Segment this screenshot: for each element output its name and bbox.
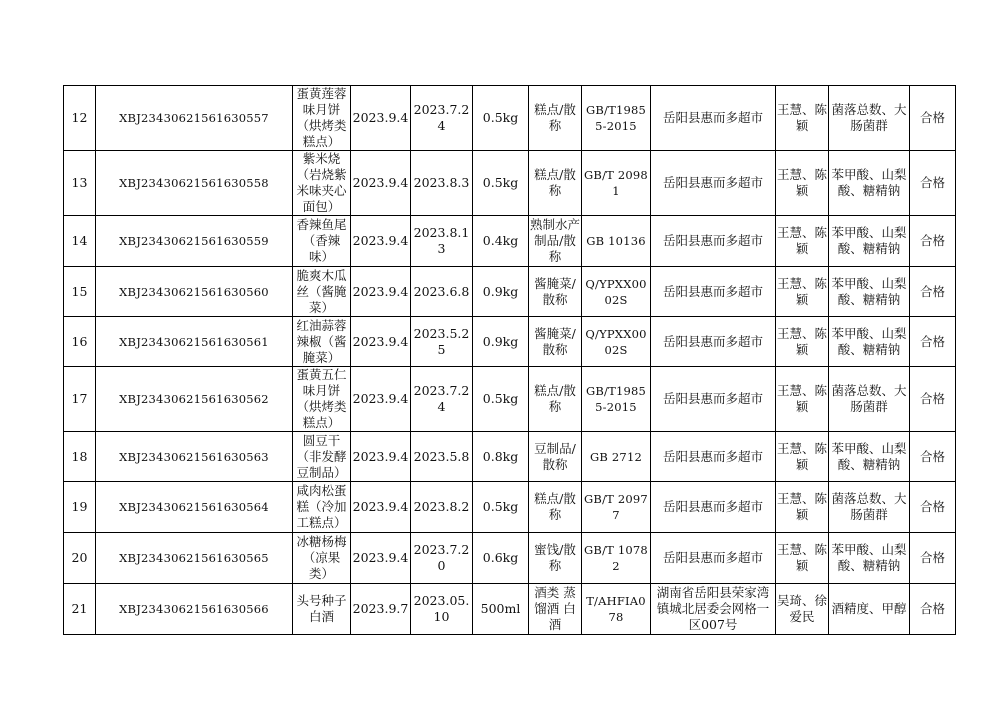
- table-row: [64, 584, 956, 635]
- test-result-cell: 合格: [910, 317, 956, 367]
- standard-code-cell: T/AHFIA078: [582, 584, 651, 635]
- inspectors-cell: 王慧、陈颖: [776, 267, 829, 317]
- table-row: [64, 432, 956, 482]
- sampling-date-cell: 2023.9.4: [351, 367, 411, 432]
- product-name-cell: 咸肉松蛋糕（冷加工糕点）: [293, 482, 351, 533]
- production-date-cell: 2023.5.25: [411, 317, 473, 367]
- test-result-cell: 合格: [910, 86, 956, 151]
- specification-cell: 0.5kg: [473, 367, 529, 432]
- inspectors-cell: 王慧、陈颖: [776, 216, 829, 267]
- production-date-cell: 2023.6.8: [411, 267, 473, 317]
- product-name-cell: 蛋黄莲蓉味月饼（烘烤类糕点）: [293, 86, 351, 151]
- sample-code-cell: XBJ23430621561630561: [96, 317, 293, 367]
- standard-code-cell: GB 2712: [582, 432, 651, 482]
- inspectors-cell: 王慧、陈颖: [776, 533, 829, 584]
- sample-code-cell: XBJ23430621561630558: [96, 151, 293, 216]
- test-items-cell: 苯甲酸、山梨酸、糖精钠: [829, 533, 910, 584]
- table-row: [64, 482, 956, 533]
- production-date-cell: 2023.7.24: [411, 367, 473, 432]
- table-row: [64, 367, 956, 432]
- sampled-market-cell: 岳阳县惠而多超市: [651, 216, 776, 267]
- standard-code-cell: GB/T19855-2015: [582, 367, 651, 432]
- specification-cell: 0.8kg: [473, 432, 529, 482]
- table-row: [64, 216, 956, 267]
- specification-cell: 0.4kg: [473, 216, 529, 267]
- inspectors-cell: 王慧、陈颖: [776, 367, 829, 432]
- row-number-cell: 15: [64, 267, 96, 317]
- sample-code-cell: XBJ23430621561630560: [96, 267, 293, 317]
- sample-code-cell: XBJ23430621561630562: [96, 367, 293, 432]
- test-items-cell: 苯甲酸、山梨酸、糖精钠: [829, 151, 910, 216]
- test-result-cell: 合格: [910, 267, 956, 317]
- standard-code-cell: Q/YPXX0002S: [582, 267, 651, 317]
- inspection-table: [63, 85, 956, 635]
- table-row: [64, 151, 956, 216]
- standard-code-cell: GB/T 10782: [582, 533, 651, 584]
- specification-cell: 500ml: [473, 584, 529, 635]
- food-category-cell: 熟制水产制品/散称: [529, 216, 582, 267]
- production-date-cell: 2023.7.24: [411, 86, 473, 151]
- table-body: [64, 86, 956, 635]
- food-category-cell: 糕点/散称: [529, 86, 582, 151]
- sampled-market-cell: 岳阳县惠而多超市: [651, 86, 776, 151]
- table-row: [64, 317, 956, 367]
- test-result-cell: 合格: [910, 151, 956, 216]
- test-result-cell: 合格: [910, 432, 956, 482]
- test-result-cell: 合格: [910, 482, 956, 533]
- food-category-cell: 酒类 蒸馏酒 白酒: [529, 584, 582, 635]
- inspectors-cell: 王慧、陈颖: [776, 482, 829, 533]
- product-name-cell: 圆豆干（非发酵豆制品）: [293, 432, 351, 482]
- sampling-date-cell: 2023.9.4: [351, 151, 411, 216]
- inspectors-cell: 王慧、陈颖: [776, 317, 829, 367]
- specification-cell: 0.6kg: [473, 533, 529, 584]
- sampling-date-cell: 2023.9.4: [351, 533, 411, 584]
- sample-code-cell: XBJ23430621561630557: [96, 86, 293, 151]
- sampling-date-cell: 2023.9.4: [351, 86, 411, 151]
- sampling-date-cell: 2023.9.4: [351, 216, 411, 267]
- specification-cell: 0.9kg: [473, 267, 529, 317]
- test-items-cell: 苯甲酸、山梨酸、糖精钠: [829, 432, 910, 482]
- food-category-cell: 糕点/散称: [529, 151, 582, 216]
- food-category-cell: 糕点/散称: [529, 482, 582, 533]
- sampled-market-cell: 岳阳县惠而多超市: [651, 267, 776, 317]
- sampled-market-cell: 岳阳县惠而多超市: [651, 533, 776, 584]
- inspectors-cell: 王慧、陈颖: [776, 151, 829, 216]
- food-category-cell: 酱腌菜/散称: [529, 267, 582, 317]
- test-items-cell: 苯甲酸、山梨酸、糖精钠: [829, 317, 910, 367]
- production-date-cell: 2023.5.8: [411, 432, 473, 482]
- production-date-cell: 2023.8.2: [411, 482, 473, 533]
- row-number-cell: 19: [64, 482, 96, 533]
- row-number-cell: 17: [64, 367, 96, 432]
- production-date-cell: 2023.8.13: [411, 216, 473, 267]
- test-result-cell: 合格: [910, 367, 956, 432]
- sampled-market-cell: 湖南省岳阳县荣家湾镇城北居委会网格一区007号: [651, 584, 776, 635]
- product-name-cell: 蛋黄五仁味月饼（烘烤类糕点）: [293, 367, 351, 432]
- sampled-market-cell: 岳阳县惠而多超市: [651, 432, 776, 482]
- food-category-cell: 豆制品/散称: [529, 432, 582, 482]
- standard-code-cell: GB/T19855-2015: [582, 86, 651, 151]
- test-items-cell: 菌落总数、大肠菌群: [829, 367, 910, 432]
- sampled-market-cell: 岳阳县惠而多超市: [651, 367, 776, 432]
- standard-code-cell: GB/T 20977: [582, 482, 651, 533]
- inspectors-cell: 王慧、陈颖: [776, 86, 829, 151]
- product-name-cell: 头号种子白酒: [293, 584, 351, 635]
- sample-code-cell: XBJ23430621561630563: [96, 432, 293, 482]
- row-number-cell: 21: [64, 584, 96, 635]
- table-row: [64, 86, 956, 151]
- sample-code-cell: XBJ23430621561630559: [96, 216, 293, 267]
- inspectors-cell: 吴琦、徐爱民: [776, 584, 829, 635]
- row-number-cell: 13: [64, 151, 96, 216]
- test-items-cell: 菌落总数、大肠菌群: [829, 86, 910, 151]
- standard-code-cell: GB 10136: [582, 216, 651, 267]
- table-row: [64, 533, 956, 584]
- standard-code-cell: Q/YPXX0002S: [582, 317, 651, 367]
- table-row: [64, 267, 956, 317]
- test-items-cell: 菌落总数、大肠菌群: [829, 482, 910, 533]
- sampling-date-cell: 2023.9.4: [351, 482, 411, 533]
- specification-cell: 0.5kg: [473, 151, 529, 216]
- product-name-cell: 紫米烧（岩烧紫米味夹心面包）: [293, 151, 351, 216]
- sampling-date-cell: 2023.9.4: [351, 267, 411, 317]
- test-result-cell: 合格: [910, 584, 956, 635]
- food-category-cell: 酱腌菜/散称: [529, 317, 582, 367]
- inspectors-cell: 王慧、陈颖: [776, 432, 829, 482]
- sample-code-cell: XBJ23430621561630566: [96, 584, 293, 635]
- sampling-date-cell: 2023.9.7: [351, 584, 411, 635]
- sampled-market-cell: 岳阳县惠而多超市: [651, 482, 776, 533]
- sampled-market-cell: 岳阳县惠而多超市: [651, 151, 776, 216]
- production-date-cell: 2023.05.10: [411, 584, 473, 635]
- product-name-cell: 冰糖杨梅（凉果类）: [293, 533, 351, 584]
- food-category-cell: 蜜饯/散称: [529, 533, 582, 584]
- standard-code-cell: GB/T 20981: [582, 151, 651, 216]
- specification-cell: 0.5kg: [473, 482, 529, 533]
- test-result-cell: 合格: [910, 216, 956, 267]
- sample-code-cell: XBJ23430621561630564: [96, 482, 293, 533]
- product-name-cell: 红油蒜蓉辣椒（酱腌菜）: [293, 317, 351, 367]
- sample-code-cell: XBJ23430621561630565: [96, 533, 293, 584]
- test-items-cell: 酒精度、甲醇: [829, 584, 910, 635]
- row-number-cell: 18: [64, 432, 96, 482]
- test-items-cell: 苯甲酸、山梨酸、糖精钠: [829, 267, 910, 317]
- specification-cell: 0.9kg: [473, 317, 529, 367]
- test-result-cell: 合格: [910, 533, 956, 584]
- row-number-cell: 16: [64, 317, 96, 367]
- production-date-cell: 2023.8.3: [411, 151, 473, 216]
- sampling-date-cell: 2023.9.4: [351, 317, 411, 367]
- food-category-cell: 糕点/散称: [529, 367, 582, 432]
- specification-cell: 0.5kg: [473, 86, 529, 151]
- row-number-cell: 12: [64, 86, 96, 151]
- test-items-cell: 苯甲酸、山梨酸、糖精钠: [829, 216, 910, 267]
- sampling-date-cell: 2023.9.4: [351, 432, 411, 482]
- row-number-cell: 20: [64, 533, 96, 584]
- sampled-market-cell: 岳阳县惠而多超市: [651, 317, 776, 367]
- product-name-cell: 香辣鱼尾（香辣味）: [293, 216, 351, 267]
- product-name-cell: 脆爽木瓜丝（酱腌菜）: [293, 267, 351, 317]
- row-number-cell: 14: [64, 216, 96, 267]
- production-date-cell: 2023.7.20: [411, 533, 473, 584]
